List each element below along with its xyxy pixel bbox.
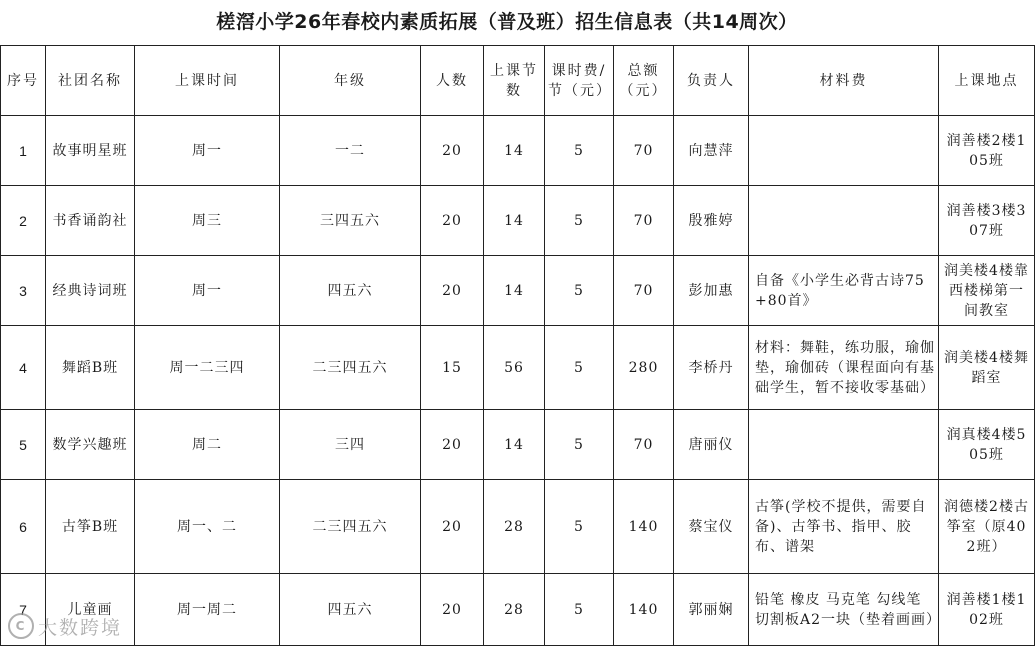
cell-name: 儿童画	[46, 574, 135, 646]
cell-lead: 李桥丹	[674, 326, 749, 410]
cell-total: 140	[614, 574, 674, 646]
cell-material	[749, 186, 939, 256]
cell-place: 润善楼1楼102班	[939, 574, 1035, 646]
cell-material: 铅笔 橡皮 马克笔 勾线笔 切割板A2一块（垫着画画）	[749, 574, 939, 646]
cell-time: 周一周二	[135, 574, 280, 646]
watermark-text: 大数跨境	[38, 616, 123, 639]
cell-grade: 三四	[280, 410, 421, 480]
cell-name: 数学兴趣班	[46, 410, 135, 480]
cell-place: 润德楼2楼古筝室（原402班）	[939, 480, 1035, 574]
cell-total: 70	[614, 256, 674, 326]
cell-sessions: 14	[484, 116, 545, 186]
cell-time: 周三	[135, 186, 280, 256]
header-cell: 社团名称	[46, 46, 135, 116]
cell-place: 润美楼4楼舞蹈室	[939, 326, 1035, 410]
header-cell: 课时费/节（元）	[545, 46, 614, 116]
cell-material: 古筝(学校不提供，需要自备)、古筝书、指甲、胶布、谱架	[749, 480, 939, 574]
cell-count: 20	[421, 186, 484, 256]
cell-count: 15	[421, 326, 484, 410]
cell-material	[749, 410, 939, 480]
cell-grade: 二三四五六	[280, 326, 421, 410]
header-cell: 负责人	[674, 46, 749, 116]
enrollment-table	[0, 45, 1035, 646]
header-cell: 材料费	[749, 46, 939, 116]
table-row	[1, 326, 1035, 410]
cell-time: 周一	[135, 256, 280, 326]
cell-sessions: 28	[484, 480, 545, 574]
cell-grade: 二三四五六	[280, 480, 421, 574]
cell-total: 70	[614, 116, 674, 186]
table-row	[1, 186, 1035, 256]
cell-count: 20	[421, 410, 484, 480]
cell-place: 润美楼4楼靠西楼梯第一间教室	[939, 256, 1035, 326]
cell-time: 周一、二	[135, 480, 280, 574]
cell-no: 5	[1, 410, 46, 480]
cell-lead: 郭丽娴	[674, 574, 749, 646]
cell-sessions: 14	[484, 256, 545, 326]
cell-no: 7	[1, 574, 46, 646]
cell-grade: 三四五六	[280, 186, 421, 256]
cell-lead: 彭加惠	[674, 256, 749, 326]
table-row	[1, 574, 1035, 646]
cell-count: 20	[421, 116, 484, 186]
page-title: 槎滘小学26年春校内素质拓展（普及班）招生信息表（共14周次）	[216, 11, 798, 33]
table-row	[1, 116, 1035, 186]
cell-time: 周一	[135, 116, 280, 186]
cell-no: 2	[1, 186, 46, 256]
cell-fee: 5	[545, 256, 614, 326]
cell-grade: 四五六	[280, 256, 421, 326]
cell-total: 140	[614, 480, 674, 574]
cell-place: 润善楼3楼307班	[939, 186, 1035, 256]
cell-name: 书香诵韵社	[46, 186, 135, 256]
table-row	[1, 410, 1035, 480]
cell-fee: 5	[545, 326, 614, 410]
cell-sessions: 56	[484, 326, 545, 410]
header-cell: 上课节数	[484, 46, 545, 116]
header-cell: 人数	[421, 46, 484, 116]
cell-lead: 蔡宝仪	[674, 480, 749, 574]
cell-count: 20	[421, 574, 484, 646]
cell-place: 润真楼4楼505班	[939, 410, 1035, 480]
cell-total: 70	[614, 186, 674, 256]
cell-no: 6	[1, 480, 46, 574]
cell-time: 周一二三四	[135, 326, 280, 410]
table-row	[1, 480, 1035, 574]
watermark-logo-icon: C	[8, 613, 34, 639]
cell-fee: 5	[545, 116, 614, 186]
table-header-row	[1, 46, 1035, 116]
cell-time: 周二	[135, 410, 280, 480]
cell-no: 4	[1, 326, 46, 410]
cell-count: 20	[421, 256, 484, 326]
cell-total: 280	[614, 326, 674, 410]
header-cell: 上课时间	[135, 46, 280, 116]
cell-name: 舞蹈B班	[46, 326, 135, 410]
header-cell: 序号	[1, 46, 46, 116]
cell-name: 故事明星班	[46, 116, 135, 186]
header-cell: 总额（元）	[614, 46, 674, 116]
cell-fee: 5	[545, 410, 614, 480]
header-cell: 年级	[280, 46, 421, 116]
cell-fee: 5	[545, 480, 614, 574]
cell-no: 1	[1, 116, 46, 186]
header-cell: 上课地点	[939, 46, 1035, 116]
cell-grade: 一二	[280, 116, 421, 186]
cell-sessions: 28	[484, 574, 545, 646]
cell-material: 材料：舞鞋，练功服，瑜伽垫，瑜伽砖（课程面向有基础学生，暂不接收零基础）	[749, 326, 939, 410]
cell-grade: 四五六	[280, 574, 421, 646]
cell-place: 润善楼2楼105班	[939, 116, 1035, 186]
cell-count: 20	[421, 480, 484, 574]
cell-lead: 向慧萍	[674, 116, 749, 186]
cell-material: 自备《小学生必背古诗75+80首》	[749, 256, 939, 326]
cell-lead: 殷雅婷	[674, 186, 749, 256]
cell-total: 70	[614, 410, 674, 480]
cell-material	[749, 116, 939, 186]
cell-lead: 唐丽仪	[674, 410, 749, 480]
cell-no: 3	[1, 256, 46, 326]
cell-sessions: 14	[484, 410, 545, 480]
cell-fee: 5	[545, 186, 614, 256]
cell-name: 经典诗词班	[46, 256, 135, 326]
cell-sessions: 14	[484, 186, 545, 256]
cell-fee: 5	[545, 574, 614, 646]
table-row	[1, 256, 1035, 326]
cell-name: 古筝B班	[46, 480, 135, 574]
